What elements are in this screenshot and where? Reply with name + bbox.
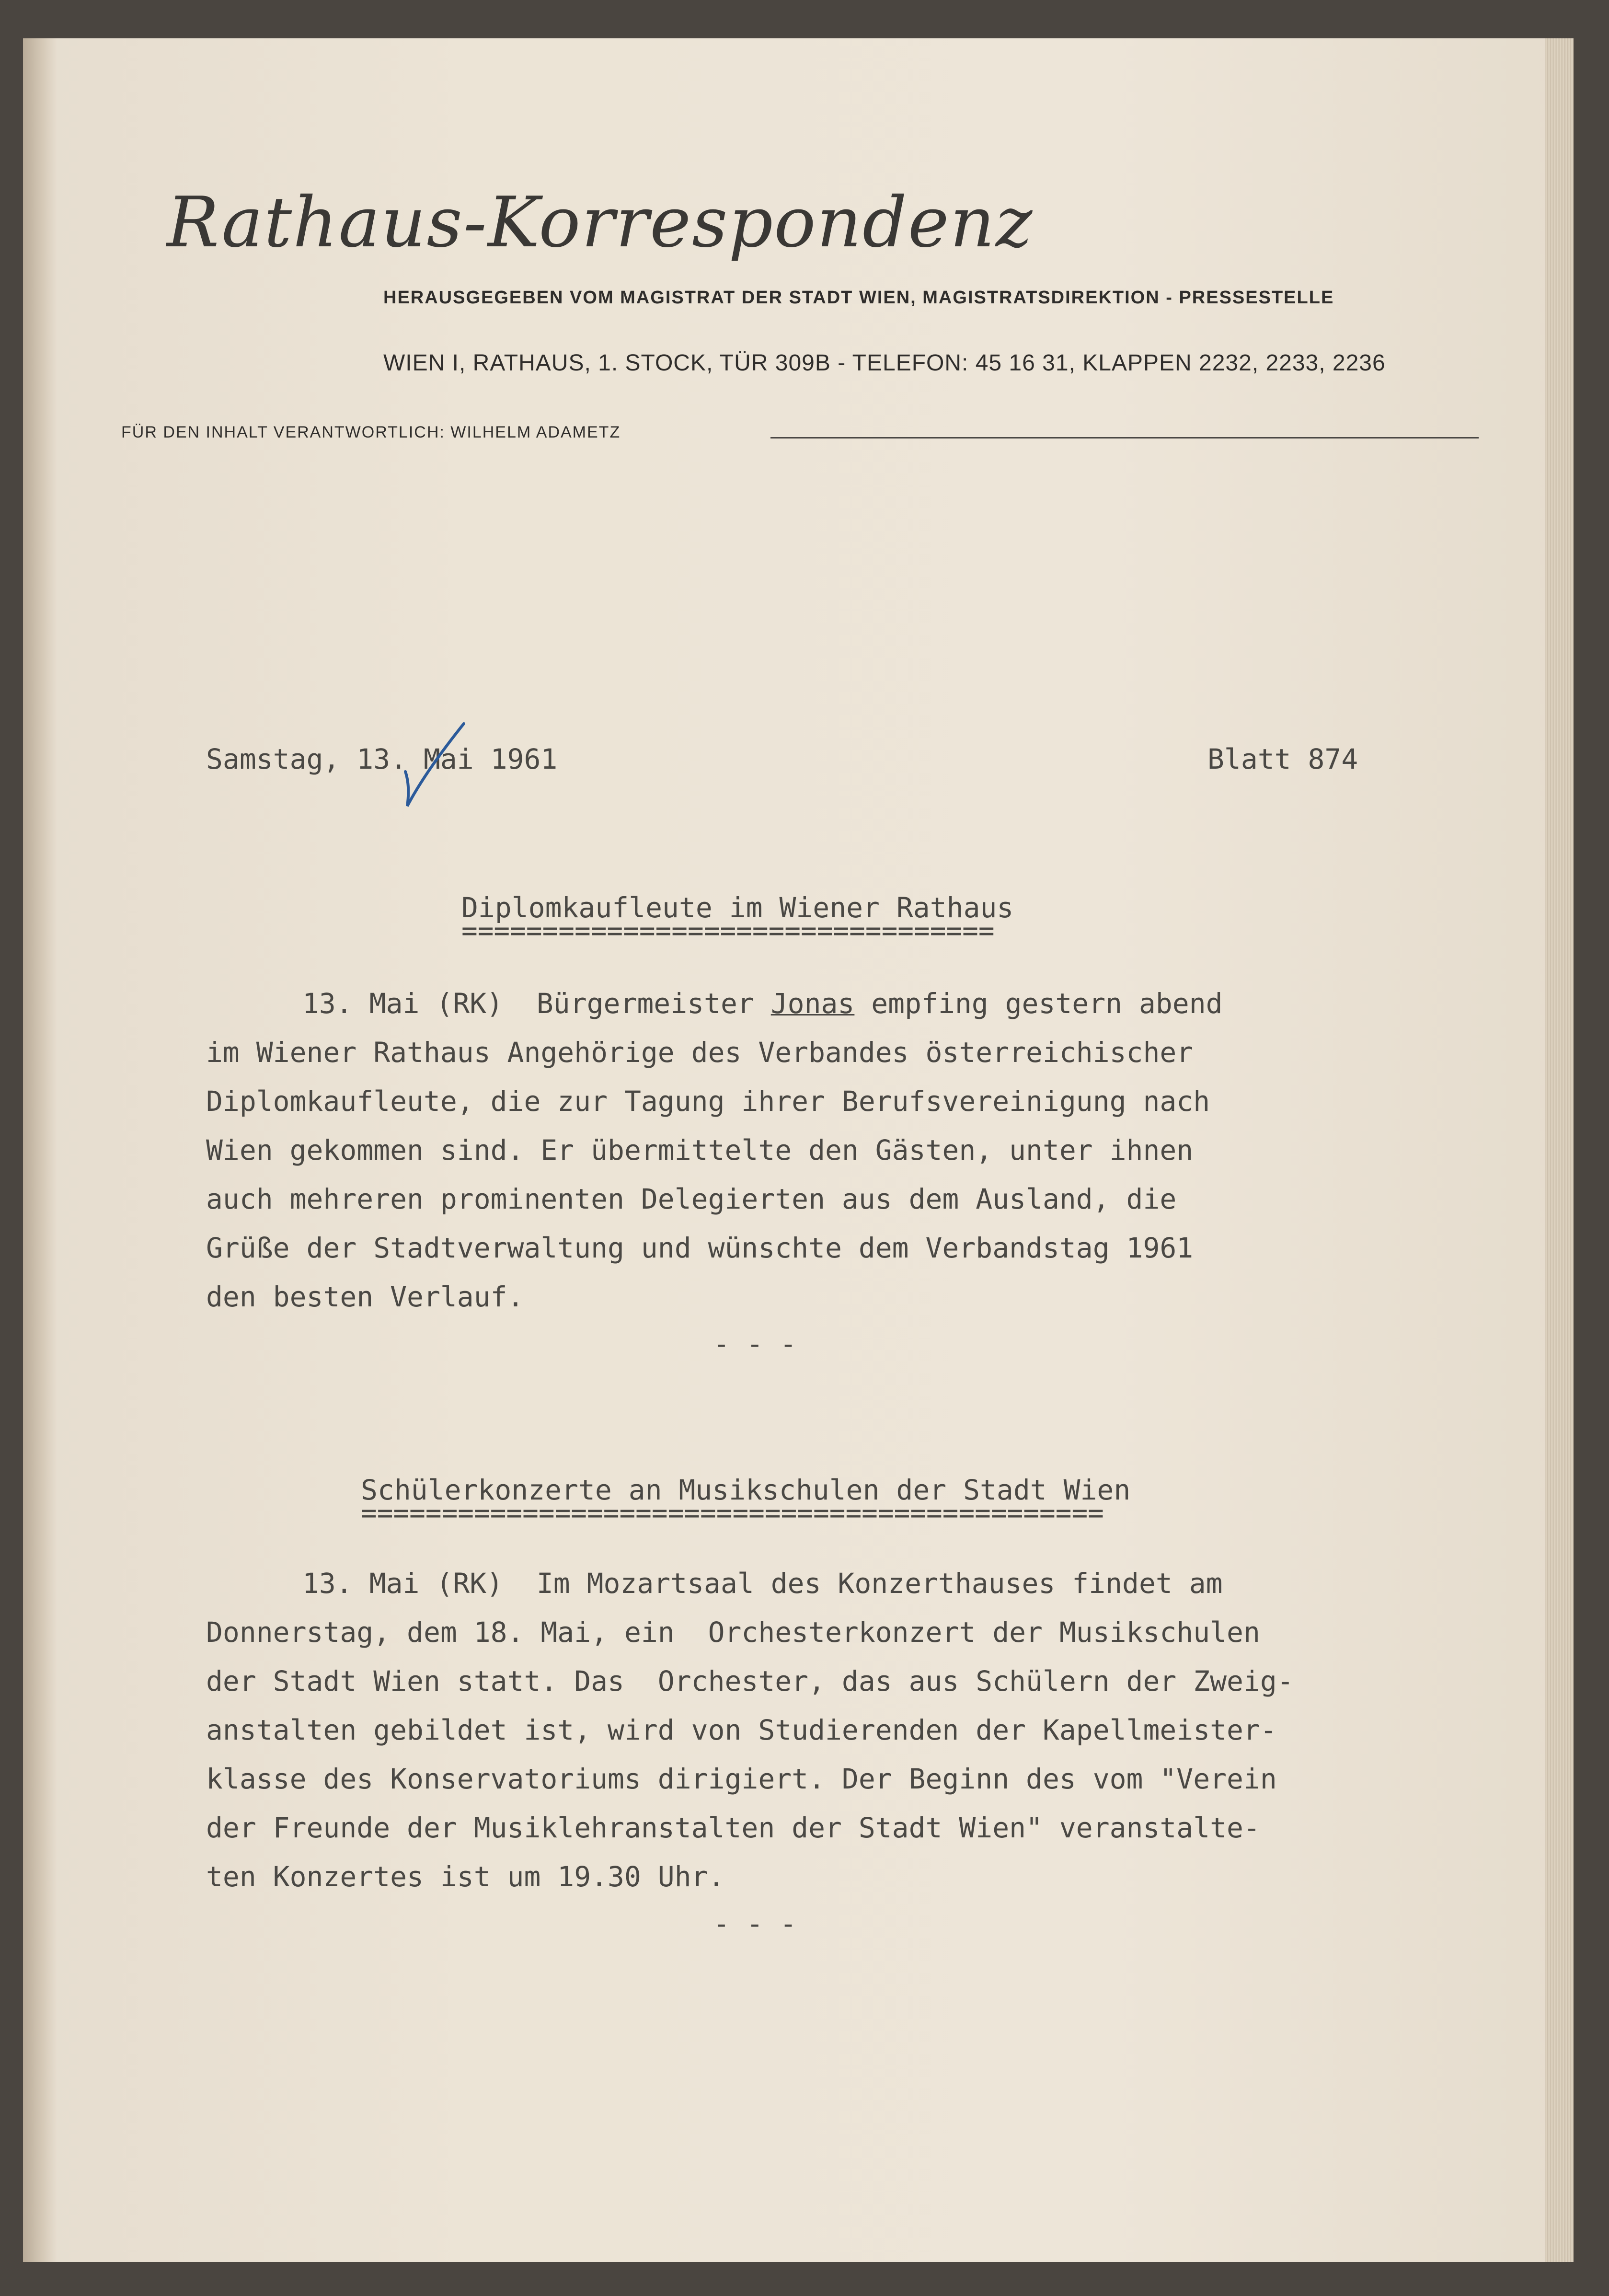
article1-line-6: Grüße der Stadtverwaltung und wünschte dem Verbandstag 1961 <box>206 1232 1194 1264</box>
article1-title-rule: ================================= <box>461 915 995 946</box>
article2-line-6: der Freunde der Musiklehranstalten der Stadt Wien" veranstalte- <box>206 1811 1260 1844</box>
article2-line-3: der Stadt Wien statt. Das Orchester, das aus Schülern der Zweig- <box>206 1665 1294 1697</box>
sheet-number: Blatt 874 <box>1207 743 1358 775</box>
article1-name-underlined: Jonas <box>770 987 855 1020</box>
header-rule <box>770 437 1479 438</box>
article1-line-7: den besten Verlauf. <box>206 1281 524 1313</box>
article1-line-3: Diplomkaufleute, die zur Tagung ihrer Berufsvereinigung nach <box>206 1085 1210 1118</box>
binding-shadow <box>23 38 57 2262</box>
article1-line-4: Wien gekommen sind. Er übermittelte den Gästen, unter ihnen <box>206 1134 1194 1166</box>
publisher-line: HERAUSGEGEBEN VOM MAGISTRAT DER STADT WIEN, MAGISTRATSDIREKTION - PRESSESTELLE <box>383 288 1334 308</box>
article2-line-5: klasse des Konservatoriums dirigiert. Der Beginn des vom "Verein <box>206 1763 1277 1795</box>
article1-line-2: im Wiener Rathaus Angehörige des Verbandes österreichischer <box>206 1036 1194 1069</box>
article2-line-7: ten Konzertes ist um 19.30 Uhr. <box>206 1860 725 1893</box>
article2-line-1: 13. Mai (RK) Im Mozartsaal des Konzerthauses findet am <box>302 1567 1223 1600</box>
article1-line-1 <box>302 987 1223 1020</box>
address-line: WIEN I, RATHAUS, 1. STOCK, TÜR 309B - TELEFON: 45 16 31, KLAPPEN 2232, 2233, 2236 <box>383 350 1386 376</box>
article1-title: Diplomkaufleute im Wiener Rathaus <box>461 891 1014 924</box>
article1-line-1-end: empfing gestern abend <box>854 987 1223 1020</box>
article2-line-2: Donnerstag, dem 18. Mai, ein Orchesterkonzert der Musikschulen <box>206 1616 1260 1649</box>
article1-line-1-start: 13. Mai (RK) Bürgermeister <box>302 987 771 1020</box>
masthead-title: Rathaus-Korrespondenz <box>167 182 1034 263</box>
page-edge-stack <box>1545 38 1574 2262</box>
article2-end-marker: - - - <box>713 1907 797 1940</box>
date-line: Samstag, 13. Mai 1961 <box>206 743 558 775</box>
responsible-line: FÜR DEN INHALT VERANTWORTLICH: WILHELM ADAMETZ <box>121 423 621 441</box>
article2-title-rule: ============================================== <box>361 1498 1104 1529</box>
article1-end-marker: - - - <box>713 1327 797 1360</box>
checkmark-icon <box>397 719 473 815</box>
article2-title: Schülerkonzerte an Musikschulen der Stadt Wien <box>361 1474 1131 1506</box>
article1-line-5: auch mehreren prominenten Delegierten aus dem Ausland, die <box>206 1183 1177 1215</box>
document-page <box>23 38 1574 2262</box>
article2-line-4: anstalten gebildet ist, wird von Studierenden der Kapellmeister- <box>206 1714 1277 1746</box>
